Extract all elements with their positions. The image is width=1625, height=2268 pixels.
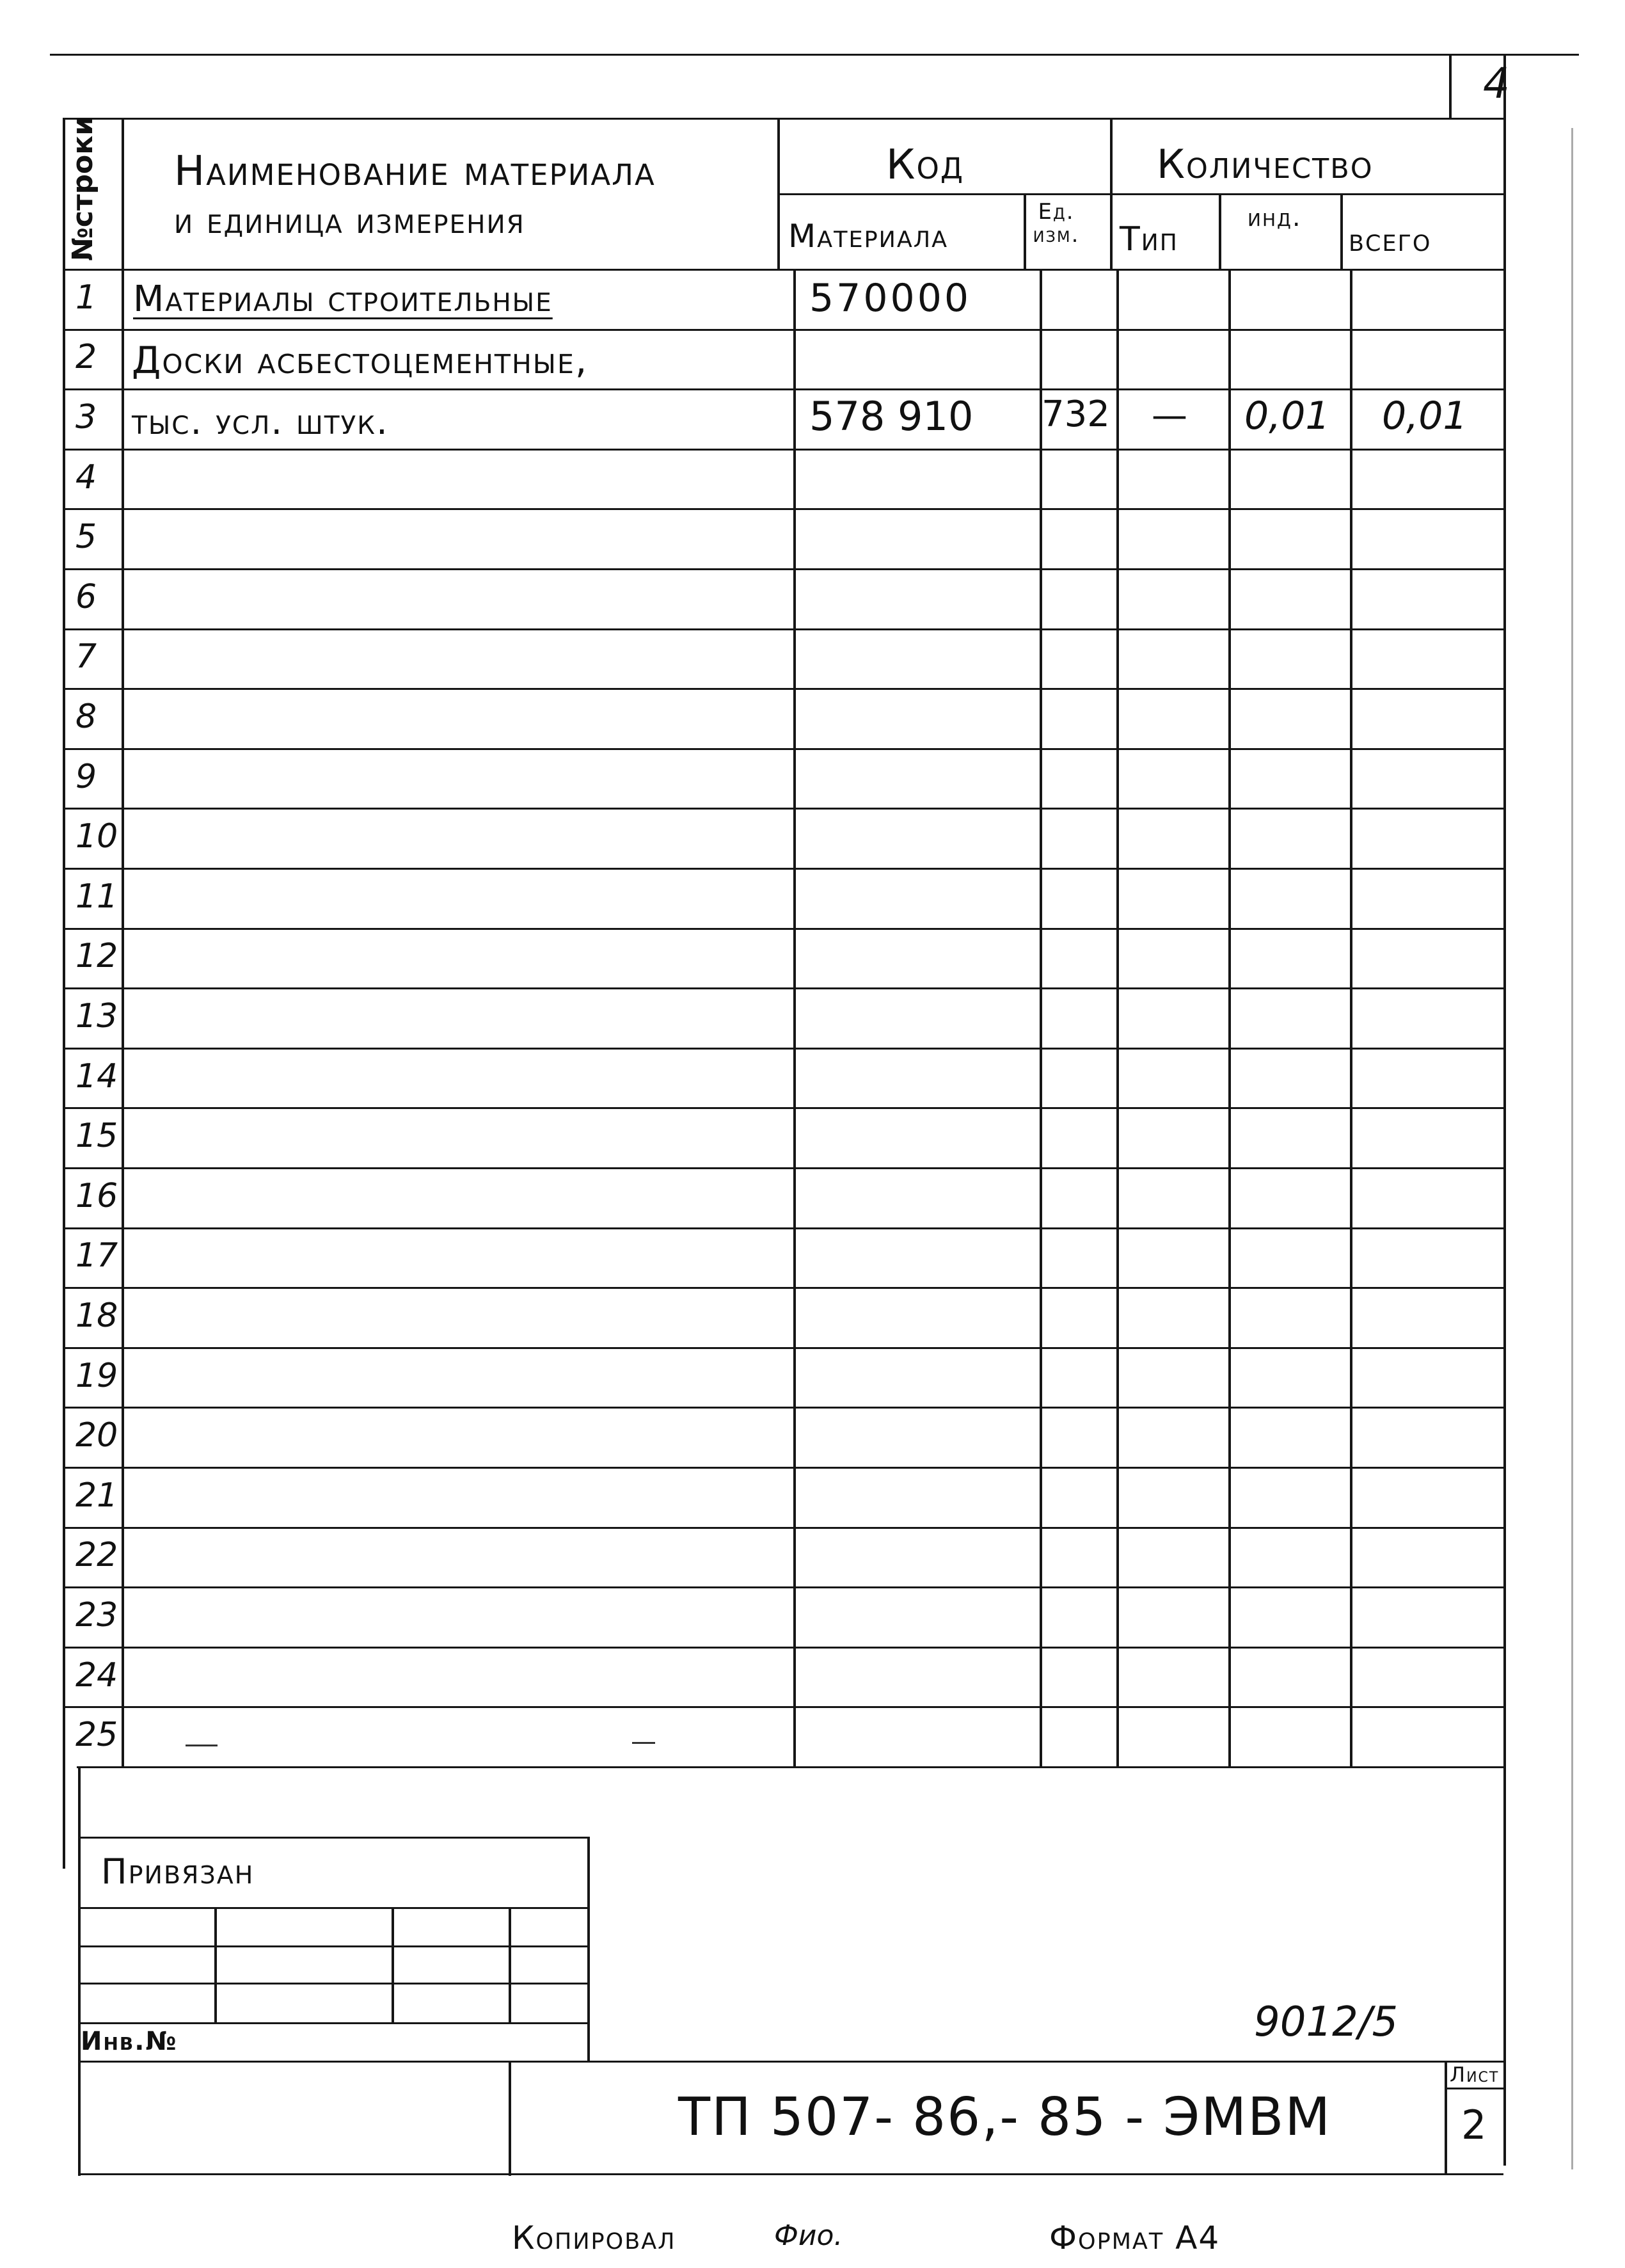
- row-3-total: 0,01: [1382, 394, 1468, 438]
- sheet-number: 2: [1461, 2102, 1487, 2148]
- row-3-unit: 732: [1042, 394, 1110, 435]
- row-1-code: 570000: [809, 276, 972, 321]
- row-3-name: тыс. усл. штук.: [132, 401, 389, 443]
- title-block-bottom: [78, 2173, 1503, 2175]
- table-row-line: [63, 1167, 1503, 1169]
- row-1-name: Материалы строительные: [133, 278, 553, 320]
- attached-grid-col-3: [509, 1907, 511, 2022]
- row-number: 9: [75, 758, 97, 796]
- table-row-line: [63, 1467, 1503, 1469]
- row-number: 3: [75, 398, 97, 436]
- table-row-line: [63, 1407, 1503, 1409]
- format-label: Формат А4: [1049, 2219, 1221, 2256]
- table-row-line: [63, 928, 1503, 930]
- row-number: 8: [75, 698, 97, 736]
- copied-label: Копировал: [512, 2219, 676, 2256]
- table-bottom-border: [77, 1766, 1503, 1768]
- attached-grid-col-1: [214, 1907, 217, 2022]
- table-row-line: [63, 868, 1503, 870]
- row-number: 18: [75, 1297, 118, 1335]
- row-number: 20: [75, 1416, 118, 1455]
- code-header-title: Код: [886, 141, 965, 189]
- attached-box-right: [587, 1837, 590, 2061]
- table-row-line: [63, 508, 1503, 510]
- name-header-line2: и единица измерения: [174, 200, 525, 242]
- row-number: 5: [75, 518, 97, 556]
- document-designation: ТП 507- 86,- 85 - ЭМВМ: [678, 2087, 1332, 2148]
- copied-signature: Фио.: [774, 2219, 843, 2252]
- table-row-line: [63, 1347, 1503, 1349]
- row-number: 14: [75, 1057, 118, 1096]
- row-number: 2: [75, 338, 97, 376]
- table-row-line: [63, 568, 1503, 570]
- row-number: 19: [75, 1357, 118, 1395]
- total-header: всего: [1349, 221, 1432, 259]
- table-row-line: [63, 1287, 1503, 1289]
- unit-code-header: Ед. изм.: [1033, 199, 1080, 248]
- archive-number: 9012/5: [1254, 1999, 1399, 2046]
- quantity-header-title: Количество: [1157, 141, 1374, 188]
- stray-mark-left: [186, 1745, 218, 1746]
- table-row-line: [63, 1706, 1503, 1708]
- row-number: 21: [75, 1476, 118, 1515]
- table-row-line: [63, 388, 1503, 390]
- table-row-line: [63, 1527, 1503, 1529]
- corner-page-number: 4: [1483, 59, 1510, 108]
- row-number: 16: [75, 1177, 118, 1215]
- stray-mark-right: [632, 1742, 655, 1744]
- row-number: 7: [75, 637, 97, 676]
- row-number: 12: [75, 937, 118, 975]
- row-number: 17: [75, 1236, 118, 1275]
- row-number: 23: [75, 1596, 118, 1634]
- table-row-line: [63, 1586, 1503, 1588]
- row-number: 25: [75, 1716, 118, 1754]
- table-row-line: [63, 1227, 1503, 1229]
- table-row-line: [63, 748, 1503, 750]
- row-number: 11: [75, 877, 118, 916]
- row-number-header: №строки: [67, 116, 99, 261]
- row-number: 6: [75, 578, 97, 616]
- row-number: 24: [75, 1656, 118, 1695]
- sheet-box-left: [1445, 2061, 1447, 2173]
- table-row-line: [63, 688, 1503, 690]
- row-number: 13: [75, 997, 118, 1035]
- sheet-box-divider: [1445, 2088, 1503, 2089]
- table-row-line: [63, 628, 1503, 630]
- type-header: Тип: [1120, 220, 1178, 259]
- attached-label: Привязан: [101, 1851, 255, 1892]
- attached-grid-line-4: [78, 2022, 587, 2024]
- row-number: 4: [75, 458, 97, 497]
- name-header-line1: Наименование материала: [174, 148, 656, 195]
- material-code-header: Материала: [788, 218, 949, 255]
- table-row-line: [63, 449, 1503, 451]
- table-row-line: [63, 329, 1503, 331]
- title-block-top: [78, 2061, 1503, 2063]
- row-number: 22: [75, 1536, 118, 1574]
- individual-header: инд.: [1248, 203, 1302, 232]
- row-3-code: 578 910: [809, 393, 974, 440]
- row-3-ind: 0,01: [1244, 394, 1330, 438]
- table-row-line: [63, 1048, 1503, 1050]
- inventory-number-label: Инв.№: [81, 2027, 178, 2056]
- table-row-line: [63, 987, 1503, 989]
- table-row-line: [63, 808, 1503, 810]
- row-2-name: Доски асбестоцементные,: [132, 339, 589, 382]
- scan-edge-line: [1571, 128, 1573, 2169]
- table-row-line: [63, 1107, 1503, 1109]
- stamp-left-border: [78, 1766, 81, 2176]
- row-number: 10: [75, 817, 118, 856]
- title-block-divider: [509, 2061, 511, 2176]
- table-row-line: [63, 1647, 1503, 1649]
- attached-box-top: [78, 1837, 590, 1839]
- row-3-type: —: [1152, 395, 1187, 436]
- attached-grid-col-2: [392, 1907, 394, 2022]
- sheet-label: Лист: [1450, 2063, 1500, 2087]
- row-number: 15: [75, 1117, 118, 1155]
- row-number: 1: [75, 278, 97, 317]
